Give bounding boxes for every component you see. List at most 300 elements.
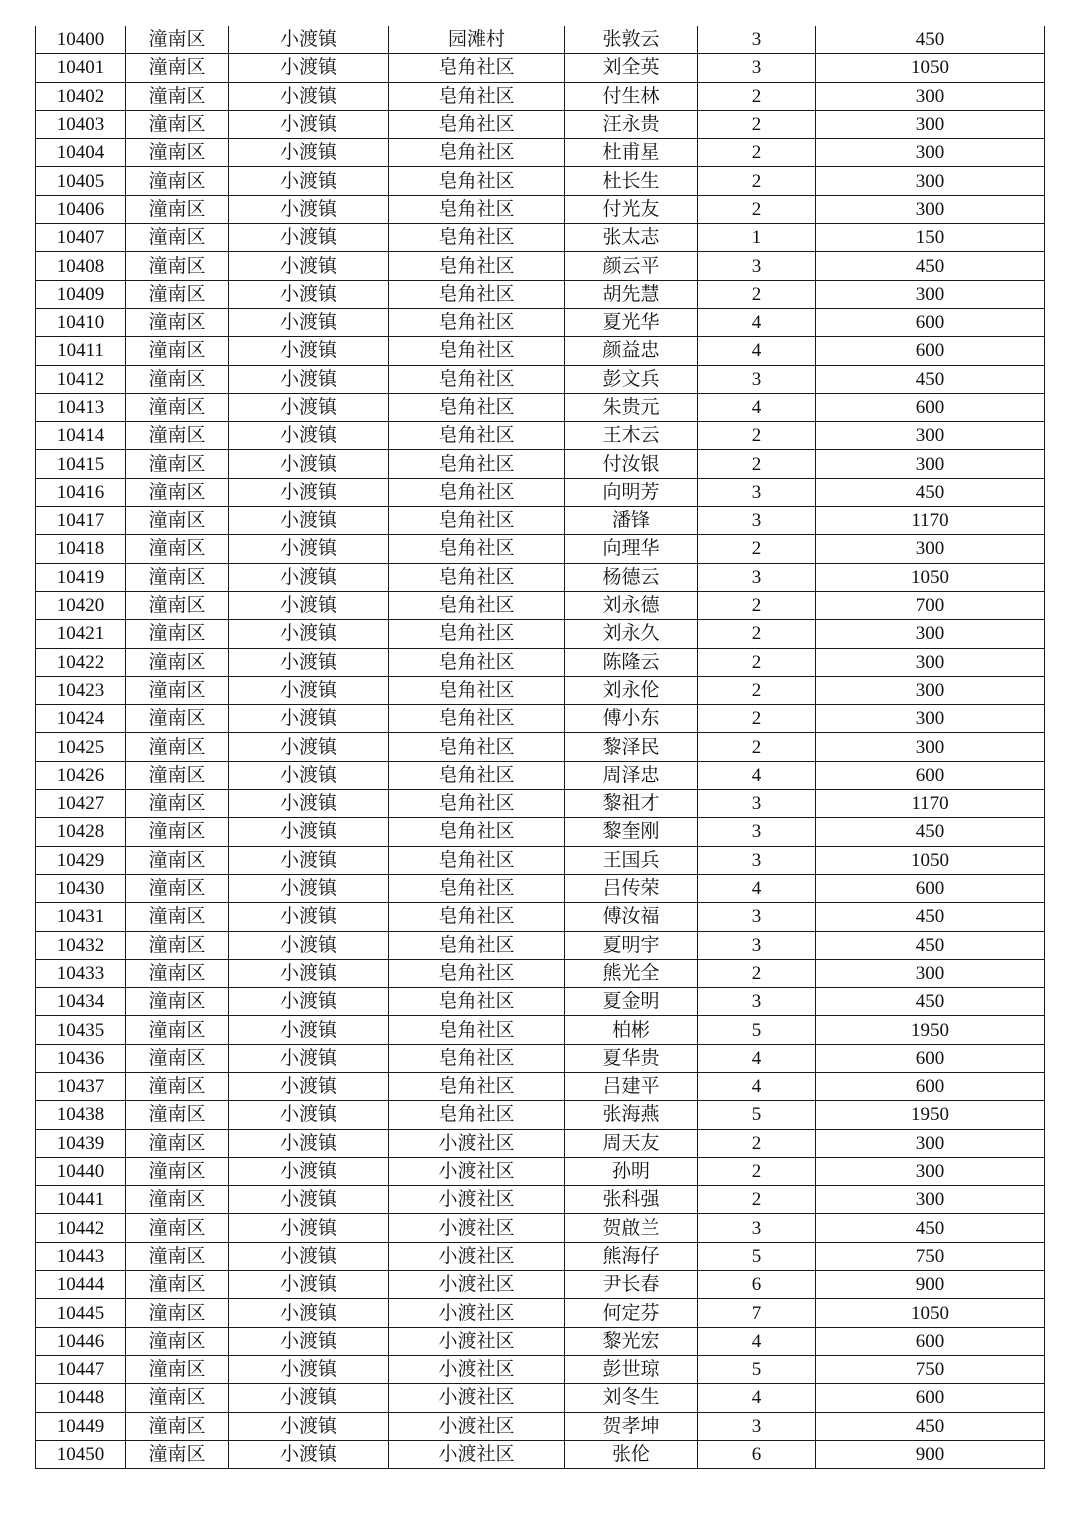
household-size-cell: 3 xyxy=(698,54,816,82)
table-row xyxy=(36,1440,1045,1468)
district-cell: 潼南区 xyxy=(126,139,229,167)
household-size-cell: 2 xyxy=(698,535,816,563)
table-body xyxy=(36,26,1045,1469)
serial-number-cell: 10437 xyxy=(36,1072,126,1100)
table-row xyxy=(36,393,1045,421)
name-cell: 周泽忠 xyxy=(565,761,698,789)
serial-number-cell: 10408 xyxy=(36,252,126,280)
serial-number-cell: 10435 xyxy=(36,1016,126,1044)
name-cell: 刘永久 xyxy=(565,620,698,648)
village-cell: 皂角社区 xyxy=(389,959,565,987)
village-cell: 皂角社区 xyxy=(389,903,565,931)
name-cell: 王国兵 xyxy=(565,846,698,874)
household-size-cell: 2 xyxy=(698,676,816,704)
district-cell: 潼南区 xyxy=(126,988,229,1016)
district-cell: 潼南区 xyxy=(126,903,229,931)
serial-number-cell: 10429 xyxy=(36,846,126,874)
village-cell: 皂角社区 xyxy=(389,874,565,902)
district-cell: 潼南区 xyxy=(126,1355,229,1383)
serial-number-cell: 10439 xyxy=(36,1129,126,1157)
table-row xyxy=(36,705,1045,733)
table-row xyxy=(36,1242,1045,1270)
table-row xyxy=(36,676,1045,704)
village-cell: 皂角社区 xyxy=(389,790,565,818)
district-cell: 潼南区 xyxy=(126,535,229,563)
district-cell: 潼南区 xyxy=(126,82,229,110)
town-cell: 小渡镇 xyxy=(229,648,389,676)
town-cell: 小渡镇 xyxy=(229,846,389,874)
village-cell: 皂角社区 xyxy=(389,308,565,336)
village-cell: 皂角社区 xyxy=(389,620,565,648)
serial-number-cell: 10415 xyxy=(36,450,126,478)
village-cell: 皂角社区 xyxy=(389,422,565,450)
amount-cell: 450 xyxy=(816,818,1045,846)
household-size-cell: 4 xyxy=(698,1384,816,1412)
village-cell: 皂角社区 xyxy=(389,648,565,676)
district-cell: 潼南区 xyxy=(126,874,229,902)
household-size-cell: 2 xyxy=(698,167,816,195)
district-cell: 潼南区 xyxy=(126,931,229,959)
village-cell: 皂角社区 xyxy=(389,818,565,846)
amount-cell: 450 xyxy=(816,26,1045,54)
amount-cell: 600 xyxy=(816,1044,1045,1072)
serial-number-cell: 10413 xyxy=(36,393,126,421)
district-cell: 潼南区 xyxy=(126,308,229,336)
household-size-cell: 5 xyxy=(698,1016,816,1044)
table-row xyxy=(36,874,1045,902)
district-cell: 潼南区 xyxy=(126,1214,229,1242)
district-cell: 潼南区 xyxy=(126,1327,229,1355)
household-size-cell: 3 xyxy=(698,903,816,931)
amount-cell: 300 xyxy=(816,195,1045,223)
village-cell: 皂角社区 xyxy=(389,139,565,167)
town-cell: 小渡镇 xyxy=(229,988,389,1016)
village-cell: 皂角社区 xyxy=(389,365,565,393)
household-size-cell: 3 xyxy=(698,931,816,959)
household-size-cell: 4 xyxy=(698,393,816,421)
name-cell: 陈隆云 xyxy=(565,648,698,676)
amount-cell: 300 xyxy=(816,676,1045,704)
household-size-cell: 3 xyxy=(698,26,816,54)
amount-cell: 300 xyxy=(816,648,1045,676)
district-cell: 潼南区 xyxy=(126,26,229,54)
name-cell: 付光友 xyxy=(565,195,698,223)
village-cell: 小渡社区 xyxy=(389,1186,565,1214)
table-row xyxy=(36,1044,1045,1072)
amount-cell: 600 xyxy=(816,1327,1045,1355)
household-size-cell: 4 xyxy=(698,1327,816,1355)
household-size-cell: 3 xyxy=(698,252,816,280)
serial-number-cell: 10421 xyxy=(36,620,126,648)
town-cell: 小渡镇 xyxy=(229,139,389,167)
village-cell: 皂角社区 xyxy=(389,563,565,591)
household-size-cell: 2 xyxy=(698,280,816,308)
village-cell: 皂角社区 xyxy=(389,82,565,110)
serial-number-cell: 10428 xyxy=(36,818,126,846)
name-cell: 周天友 xyxy=(565,1129,698,1157)
name-cell: 黎泽民 xyxy=(565,733,698,761)
amount-cell: 600 xyxy=(816,761,1045,789)
village-cell: 皂角社区 xyxy=(389,535,565,563)
amount-cell: 300 xyxy=(816,959,1045,987)
serial-number-cell: 10404 xyxy=(36,139,126,167)
town-cell: 小渡镇 xyxy=(229,26,389,54)
serial-number-cell: 10403 xyxy=(36,110,126,138)
town-cell: 小渡镇 xyxy=(229,1072,389,1100)
household-size-cell: 3 xyxy=(698,988,816,1016)
district-cell: 潼南区 xyxy=(126,1384,229,1412)
town-cell: 小渡镇 xyxy=(229,676,389,704)
serial-number-cell: 10425 xyxy=(36,733,126,761)
name-cell: 黎光宏 xyxy=(565,1327,698,1355)
town-cell: 小渡镇 xyxy=(229,1129,389,1157)
village-cell: 皂角社区 xyxy=(389,252,565,280)
name-cell: 朱贵元 xyxy=(565,393,698,421)
amount-cell: 300 xyxy=(816,1157,1045,1185)
household-size-cell: 2 xyxy=(698,648,816,676)
district-cell: 潼南区 xyxy=(126,620,229,648)
village-cell: 皂角社区 xyxy=(389,195,565,223)
table-row xyxy=(36,959,1045,987)
town-cell: 小渡镇 xyxy=(229,1016,389,1044)
serial-number-cell: 10434 xyxy=(36,988,126,1016)
name-cell: 付生林 xyxy=(565,82,698,110)
household-size-cell: 1 xyxy=(698,224,816,252)
amount-cell: 1950 xyxy=(816,1016,1045,1044)
name-cell: 夏金明 xyxy=(565,988,698,1016)
district-cell: 潼南区 xyxy=(126,393,229,421)
district-cell: 潼南区 xyxy=(126,54,229,82)
table-row xyxy=(36,1384,1045,1412)
district-cell: 潼南区 xyxy=(126,1271,229,1299)
town-cell: 小渡镇 xyxy=(229,507,389,535)
district-cell: 潼南区 xyxy=(126,422,229,450)
district-cell: 潼南区 xyxy=(126,167,229,195)
village-cell: 皂角社区 xyxy=(389,733,565,761)
table-row xyxy=(36,620,1045,648)
name-cell: 杨德云 xyxy=(565,563,698,591)
district-cell: 潼南区 xyxy=(126,648,229,676)
household-size-cell: 3 xyxy=(698,790,816,818)
serial-number-cell: 10427 xyxy=(36,790,126,818)
household-size-cell: 4 xyxy=(698,1044,816,1072)
amount-cell: 1170 xyxy=(816,790,1045,818)
district-cell: 潼南区 xyxy=(126,790,229,818)
household-size-cell: 3 xyxy=(698,846,816,874)
table-row xyxy=(36,1016,1045,1044)
serial-number-cell: 10436 xyxy=(36,1044,126,1072)
amount-cell: 300 xyxy=(816,535,1045,563)
household-size-cell: 2 xyxy=(698,422,816,450)
table-row xyxy=(36,1299,1045,1327)
town-cell: 小渡镇 xyxy=(229,874,389,902)
name-cell: 吕建平 xyxy=(565,1072,698,1100)
table-row xyxy=(36,846,1045,874)
town-cell: 小渡镇 xyxy=(229,54,389,82)
town-cell: 小渡镇 xyxy=(229,790,389,818)
town-cell: 小渡镇 xyxy=(229,478,389,506)
village-cell: 小渡社区 xyxy=(389,1129,565,1157)
district-cell: 潼南区 xyxy=(126,478,229,506)
name-cell: 彭文兵 xyxy=(565,365,698,393)
name-cell: 何定芬 xyxy=(565,1299,698,1327)
village-cell: 皂角社区 xyxy=(389,110,565,138)
table-row xyxy=(36,82,1045,110)
amount-cell: 1050 xyxy=(816,846,1045,874)
district-cell: 潼南区 xyxy=(126,195,229,223)
table-row xyxy=(36,761,1045,789)
serial-number-cell: 10424 xyxy=(36,705,126,733)
serial-number-cell: 10430 xyxy=(36,874,126,902)
town-cell: 小渡镇 xyxy=(229,563,389,591)
town-cell: 小渡镇 xyxy=(229,1186,389,1214)
town-cell: 小渡镇 xyxy=(229,903,389,931)
serial-number-cell: 10449 xyxy=(36,1412,126,1440)
name-cell: 夏光华 xyxy=(565,308,698,336)
serial-number-cell: 10432 xyxy=(36,931,126,959)
table-row xyxy=(36,1214,1045,1242)
table-row xyxy=(36,563,1045,591)
town-cell: 小渡镇 xyxy=(229,535,389,563)
town-cell: 小渡镇 xyxy=(229,1384,389,1412)
name-cell: 张科强 xyxy=(565,1186,698,1214)
amount-cell: 750 xyxy=(816,1355,1045,1383)
town-cell: 小渡镇 xyxy=(229,167,389,195)
name-cell: 刘永德 xyxy=(565,591,698,619)
district-cell: 潼南区 xyxy=(126,591,229,619)
district-cell: 潼南区 xyxy=(126,733,229,761)
household-size-cell: 3 xyxy=(698,507,816,535)
district-cell: 潼南区 xyxy=(126,224,229,252)
amount-cell: 300 xyxy=(816,620,1045,648)
name-cell: 胡先慧 xyxy=(565,280,698,308)
household-size-cell: 2 xyxy=(698,110,816,138)
village-cell: 皂角社区 xyxy=(389,988,565,1016)
serial-number-cell: 10416 xyxy=(36,478,126,506)
town-cell: 小渡镇 xyxy=(229,931,389,959)
village-cell: 皂角社区 xyxy=(389,705,565,733)
household-size-cell: 3 xyxy=(698,365,816,393)
village-cell: 小渡社区 xyxy=(389,1214,565,1242)
table-row xyxy=(36,26,1045,54)
name-cell: 贺啟兰 xyxy=(565,1214,698,1242)
household-size-cell: 3 xyxy=(698,478,816,506)
district-cell: 潼南区 xyxy=(126,1016,229,1044)
town-cell: 小渡镇 xyxy=(229,1299,389,1327)
name-cell: 向明芳 xyxy=(565,478,698,506)
district-cell: 潼南区 xyxy=(126,1157,229,1185)
serial-number-cell: 10420 xyxy=(36,591,126,619)
table-row xyxy=(36,1129,1045,1157)
town-cell: 小渡镇 xyxy=(229,1157,389,1185)
district-cell: 潼南区 xyxy=(126,1129,229,1157)
district-cell: 潼南区 xyxy=(126,507,229,535)
town-cell: 小渡镇 xyxy=(229,1440,389,1468)
town-cell: 小渡镇 xyxy=(229,1327,389,1355)
amount-cell: 900 xyxy=(816,1440,1045,1468)
serial-number-cell: 10423 xyxy=(36,676,126,704)
serial-number-cell: 10433 xyxy=(36,959,126,987)
table-row xyxy=(36,54,1045,82)
amount-cell: 450 xyxy=(816,1412,1045,1440)
name-cell: 刘全英 xyxy=(565,54,698,82)
serial-number-cell: 10450 xyxy=(36,1440,126,1468)
district-cell: 潼南区 xyxy=(126,1242,229,1270)
village-cell: 小渡社区 xyxy=(389,1440,565,1468)
serial-number-cell: 10445 xyxy=(36,1299,126,1327)
district-cell: 潼南区 xyxy=(126,959,229,987)
amount-cell: 1170 xyxy=(816,507,1045,535)
name-cell: 王木云 xyxy=(565,422,698,450)
town-cell: 小渡镇 xyxy=(229,308,389,336)
household-size-cell: 2 xyxy=(698,591,816,619)
district-cell: 潼南区 xyxy=(126,563,229,591)
amount-cell: 700 xyxy=(816,591,1045,619)
amount-cell: 300 xyxy=(816,705,1045,733)
amount-cell: 450 xyxy=(816,988,1045,1016)
household-size-cell: 2 xyxy=(698,1129,816,1157)
name-cell: 杜长生 xyxy=(565,167,698,195)
table-row xyxy=(36,931,1045,959)
town-cell: 小渡镇 xyxy=(229,591,389,619)
household-size-cell: 6 xyxy=(698,1440,816,1468)
district-cell: 潼南区 xyxy=(126,280,229,308)
household-size-cell: 3 xyxy=(698,563,816,591)
household-size-cell: 2 xyxy=(698,82,816,110)
name-cell: 颜云平 xyxy=(565,252,698,280)
town-cell: 小渡镇 xyxy=(229,195,389,223)
table-row xyxy=(36,1186,1045,1214)
village-cell: 小渡社区 xyxy=(389,1271,565,1299)
village-cell: 小渡社区 xyxy=(389,1157,565,1185)
serial-number-cell: 10406 xyxy=(36,195,126,223)
amount-cell: 1050 xyxy=(816,1299,1045,1327)
serial-number-cell: 10448 xyxy=(36,1384,126,1412)
name-cell: 柏彬 xyxy=(565,1016,698,1044)
table-row xyxy=(36,478,1045,506)
table-row xyxy=(36,422,1045,450)
district-cell: 潼南区 xyxy=(126,1072,229,1100)
household-size-cell: 2 xyxy=(698,450,816,478)
name-cell: 傅小东 xyxy=(565,705,698,733)
district-cell: 潼南区 xyxy=(126,818,229,846)
town-cell: 小渡镇 xyxy=(229,365,389,393)
household-size-cell: 7 xyxy=(698,1299,816,1327)
village-cell: 皂角社区 xyxy=(389,1072,565,1100)
village-cell: 皂角社区 xyxy=(389,54,565,82)
table-row xyxy=(36,1327,1045,1355)
data-table xyxy=(35,26,1045,1469)
table-row xyxy=(36,280,1045,308)
village-cell: 小渡社区 xyxy=(389,1355,565,1383)
table-row xyxy=(36,1412,1045,1440)
village-cell: 皂角社区 xyxy=(389,167,565,195)
table-row xyxy=(36,252,1045,280)
village-cell: 皂角社区 xyxy=(389,931,565,959)
serial-number-cell: 10442 xyxy=(36,1214,126,1242)
serial-number-cell: 10418 xyxy=(36,535,126,563)
name-cell: 孙明 xyxy=(565,1157,698,1185)
table-row xyxy=(36,507,1045,535)
household-size-cell: 2 xyxy=(698,620,816,648)
serial-number-cell: 10440 xyxy=(36,1157,126,1185)
district-cell: 潼南区 xyxy=(126,252,229,280)
village-cell: 皂角社区 xyxy=(389,337,565,365)
table-row xyxy=(36,903,1045,931)
household-size-cell: 2 xyxy=(698,1157,816,1185)
village-cell: 皂角社区 xyxy=(389,450,565,478)
village-cell: 皂角社区 xyxy=(389,1044,565,1072)
name-cell: 汪永贵 xyxy=(565,110,698,138)
village-cell: 小渡社区 xyxy=(389,1412,565,1440)
table-row xyxy=(36,1157,1045,1185)
name-cell: 黎奎刚 xyxy=(565,818,698,846)
name-cell: 熊光全 xyxy=(565,959,698,987)
table-row xyxy=(36,535,1045,563)
amount-cell: 450 xyxy=(816,252,1045,280)
town-cell: 小渡镇 xyxy=(229,1271,389,1299)
town-cell: 小渡镇 xyxy=(229,1044,389,1072)
serial-number-cell: 10412 xyxy=(36,365,126,393)
household-size-cell: 2 xyxy=(698,959,816,987)
village-cell: 小渡社区 xyxy=(389,1384,565,1412)
village-cell: 皂角社区 xyxy=(389,591,565,619)
town-cell: 小渡镇 xyxy=(229,82,389,110)
village-cell: 园滩村 xyxy=(389,26,565,54)
amount-cell: 300 xyxy=(816,450,1045,478)
household-size-cell: 2 xyxy=(698,195,816,223)
household-size-cell: 4 xyxy=(698,337,816,365)
village-cell: 小渡社区 xyxy=(389,1327,565,1355)
district-cell: 潼南区 xyxy=(126,705,229,733)
town-cell: 小渡镇 xyxy=(229,705,389,733)
serial-number-cell: 10443 xyxy=(36,1242,126,1270)
table-row xyxy=(36,1072,1045,1100)
district-cell: 潼南区 xyxy=(126,1440,229,1468)
name-cell: 刘冬生 xyxy=(565,1384,698,1412)
amount-cell: 300 xyxy=(816,280,1045,308)
town-cell: 小渡镇 xyxy=(229,224,389,252)
name-cell: 吕传荣 xyxy=(565,874,698,902)
serial-number-cell: 10446 xyxy=(36,1327,126,1355)
serial-number-cell: 10444 xyxy=(36,1271,126,1299)
household-size-cell: 4 xyxy=(698,874,816,902)
town-cell: 小渡镇 xyxy=(229,393,389,421)
serial-number-cell: 10405 xyxy=(36,167,126,195)
name-cell: 向理华 xyxy=(565,535,698,563)
amount-cell: 450 xyxy=(816,365,1045,393)
village-cell: 皂角社区 xyxy=(389,761,565,789)
district-cell: 潼南区 xyxy=(126,110,229,138)
name-cell: 杜甫星 xyxy=(565,139,698,167)
table-row xyxy=(36,195,1045,223)
household-size-cell: 5 xyxy=(698,1355,816,1383)
district-cell: 潼南区 xyxy=(126,846,229,874)
town-cell: 小渡镇 xyxy=(229,1412,389,1440)
town-cell: 小渡镇 xyxy=(229,252,389,280)
table-row xyxy=(36,337,1045,365)
amount-cell: 600 xyxy=(816,1384,1045,1412)
village-cell: 皂角社区 xyxy=(389,1016,565,1044)
amount-cell: 450 xyxy=(816,931,1045,959)
amount-cell: 300 xyxy=(816,422,1045,450)
table-row xyxy=(36,648,1045,676)
household-size-cell: 2 xyxy=(698,1186,816,1214)
district-cell: 潼南区 xyxy=(126,1412,229,1440)
serial-number-cell: 10419 xyxy=(36,563,126,591)
district-cell: 潼南区 xyxy=(126,676,229,704)
table-row xyxy=(36,733,1045,761)
